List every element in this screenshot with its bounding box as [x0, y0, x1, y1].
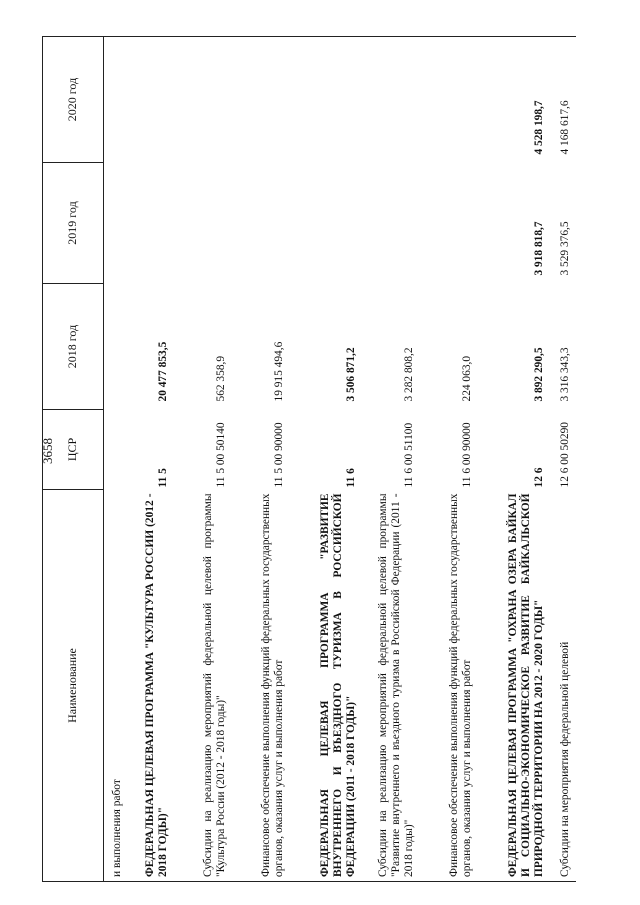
row-name: и выполнения работ: [104, 490, 128, 882]
row-2019: 3 529 376,5: [559, 221, 572, 276]
row-csr: 11 6 00 90000: [461, 422, 474, 488]
row-2018: 224 063,0: [461, 355, 474, 402]
row-2020: [232, 37, 290, 163]
row-2020: [128, 37, 174, 163]
row-csr: 12 6: [533, 467, 546, 488]
page-number: 3658: [40, 438, 55, 464]
row-name: Субсидии на реализацию мероприятий федеральной целевой программы "Культура России (2012 - 2018 годы)": [174, 490, 232, 882]
row-2019: 3 918 818,7: [533, 221, 546, 276]
header-csr: ЦСР: [43, 410, 104, 490]
row-2018: 20 477 853,5: [157, 341, 170, 402]
row-csr: 11 5 00 90000: [273, 422, 286, 488]
row-name: Финансовое обеспечение выполнения функций федеральных государственных органов, оказания услуг и выполнения работ: [232, 490, 290, 882]
row-csr: 11 6 00 51100: [403, 422, 416, 488]
row-name: ФЕДЕРАЛЬНАЯ ЦЕЛЕВАЯ ПРОГРАММА "РАЗВИТИЕ ВНУТРЕННЕГО И ВЪЕЗДНОГО ТУРИЗМА В РОССИЙСКОЙ ФЕДЕРАЦИИ (2011 - 2018 ГОДЫ)": [290, 490, 362, 882]
row-2019: [174, 163, 232, 284]
budget-table-rotated: [42, 37, 597, 882]
row-2020: [174, 37, 232, 163]
row-name: Субсидии на реализацию мероприятий федеральной целевой программы "Развитие внутреннего и въездного туризма в Российской Федерации (2011 - 2018 годы)": [362, 490, 420, 882]
row-2018: 19 915 494,6: [273, 341, 286, 402]
header-2020: 2020 год: [43, 37, 104, 163]
row-csr: 11 6: [345, 468, 358, 488]
row-2020: 4 168 617,6: [550, 37, 576, 163]
row-2020: [290, 37, 362, 163]
table-row: [104, 37, 128, 882]
row-2018: 562 358,9: [215, 355, 228, 402]
table-row: [290, 37, 362, 882]
row-csr: 12 6 00 50290: [559, 422, 572, 488]
row-2019: [290, 163, 362, 284]
header-name: Наименование: [43, 490, 104, 882]
row-2020: [104, 37, 128, 163]
table-row: [362, 37, 420, 882]
table-row: [420, 37, 478, 882]
row-2019: [362, 163, 420, 284]
row-2018: 3 892 290,5: [533, 347, 546, 402]
row-name: ФЕДЕРАЛЬНАЯ ЦЕЛЕВАЯ ПРОГРАММА "ОХРАНА ОЗЕРА БАЙКАЛ И СОЦИАЛЬНО-ЭКОНОМИЧЕСКОЕ РАЗВИТИЕ БАЙКАЛЬСКОЙ ПРИРОДНОЙ ТЕРРИТОРИИ НА 2012 - 2020 ГОДЫ": [478, 490, 550, 882]
row-csr: 11 5 00 50140: [215, 422, 228, 488]
row-name: Финансовое обеспечение выполнения функций федеральных государственных органов, оказания услуг и выполнения работ: [420, 490, 478, 882]
row-name: ФЕДЕРАЛЬНАЯ ЦЕЛЕВАЯ ПРОГРАММА "КУЛЬТУРА РОССИИ (2012 - 2018 ГОДЫ)": [128, 490, 174, 882]
row-2020: [420, 37, 478, 163]
table-row: [550, 37, 576, 882]
row-2020: [362, 37, 420, 163]
row-csr: [104, 410, 128, 490]
row-2018: 3 316 343,3: [559, 347, 572, 402]
row-2018: [104, 284, 128, 410]
row-2019: [232, 163, 290, 284]
row-2018: 3 506 871,2: [345, 347, 358, 402]
row-name: Субсидии на мероприятия федеральной целевой: [550, 490, 576, 882]
header-2018: 2018 год: [43, 284, 104, 410]
budget-table: [42, 36, 576, 882]
row-csr: 11 5: [157, 468, 170, 488]
row-2020: 4 528 198,7: [478, 37, 550, 163]
table-row: [128, 37, 174, 882]
table-row: [232, 37, 290, 882]
row-2019: [104, 163, 128, 284]
table-row: [478, 37, 550, 882]
table-header-row: [43, 37, 104, 882]
header-2019: 2019 год: [43, 163, 104, 284]
table-row: [174, 37, 232, 882]
row-2019: [128, 163, 174, 284]
row-2018: 3 282 808,2: [403, 347, 416, 402]
row-2019: [420, 163, 478, 284]
